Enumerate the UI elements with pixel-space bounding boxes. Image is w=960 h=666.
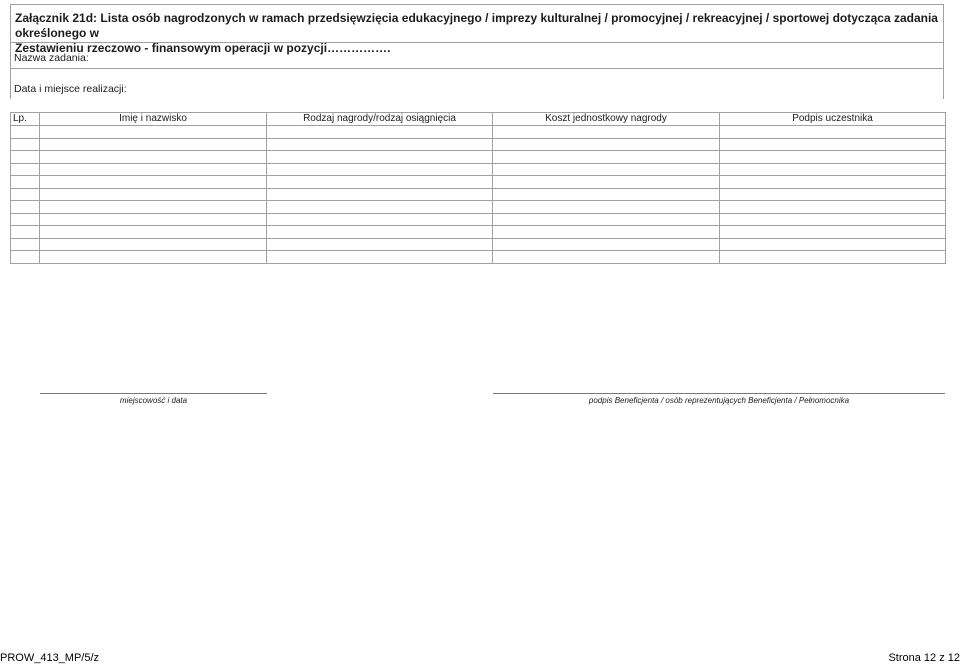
table-cell[interactable]	[267, 226, 493, 239]
table-row	[11, 213, 946, 226]
table-cell[interactable]	[267, 201, 493, 214]
table-cell[interactable]	[267, 238, 493, 251]
table-cell[interactable]	[11, 163, 40, 176]
table-header-row	[11, 113, 946, 126]
table-cell[interactable]	[493, 163, 720, 176]
column-header-signature: Podpis uczestnika	[720, 113, 946, 126]
table-row	[11, 138, 946, 151]
table-cell[interactable]	[720, 251, 946, 264]
table-body	[11, 126, 946, 264]
table-cell[interactable]	[11, 251, 40, 264]
table-cell[interactable]	[720, 126, 946, 139]
table-cell[interactable]	[11, 213, 40, 226]
awardees-table	[10, 112, 946, 264]
title-line-1: Załącznik 21d: Lista osób nagrodzonych w ramach przedsięwzięcia edukacyjnego / imprezy kulturalnej / promocyjnej / rekreacyjnej / sportowej dotycząca zadania określonego w	[15, 11, 938, 40]
table-cell[interactable]	[493, 213, 720, 226]
place-date-label: miejscowość i data	[119, 396, 188, 405]
table-cell[interactable]	[493, 251, 720, 264]
table-row	[11, 238, 946, 251]
table-cell[interactable]	[40, 163, 267, 176]
table-cell[interactable]	[40, 126, 267, 139]
table-cell[interactable]	[720, 176, 946, 189]
table-row	[11, 151, 946, 164]
task-name-label: Nazwa zadania:	[14, 52, 89, 64]
page-number: Strona 12 z 12	[888, 652, 960, 664]
title-line-2: Zestawieniu rzeczowo - finansowym operacji w pozycji…………….	[15, 41, 391, 55]
table-cell[interactable]	[720, 188, 946, 201]
table-cell[interactable]	[267, 176, 493, 189]
table-row	[11, 201, 946, 214]
task-name-field	[10, 42, 944, 68]
table-cell[interactable]	[40, 176, 267, 189]
table-cell[interactable]	[40, 201, 267, 214]
table-row	[11, 251, 946, 264]
table-row	[11, 126, 946, 139]
table-cell[interactable]	[11, 138, 40, 151]
table-cell[interactable]	[493, 151, 720, 164]
table-cell[interactable]	[720, 226, 946, 239]
table-cell[interactable]	[493, 188, 720, 201]
table-cell[interactable]	[40, 138, 267, 151]
place-date-line	[40, 393, 267, 394]
table-row	[11, 188, 946, 201]
table-cell[interactable]	[11, 151, 40, 164]
table-cell[interactable]	[267, 188, 493, 201]
table-cell[interactable]	[267, 126, 493, 139]
document-code: PROW_413_MP/5/z	[0, 652, 100, 664]
column-header-award-type: Rodzaj nagrody/rodzaj osiągnięcia	[267, 113, 493, 126]
table-row	[11, 226, 946, 239]
table-row	[11, 163, 946, 176]
document-title	[10, 4, 944, 55]
table-cell[interactable]	[493, 238, 720, 251]
table-cell[interactable]	[720, 163, 946, 176]
table-cell[interactable]	[40, 151, 267, 164]
table-cell[interactable]	[267, 213, 493, 226]
beneficiary-signature-line	[493, 393, 945, 394]
table-cell[interactable]	[40, 213, 267, 226]
column-header-name: Imię i nazwisko	[40, 113, 267, 126]
table-cell[interactable]	[493, 126, 720, 139]
table-cell[interactable]	[720, 213, 946, 226]
table-cell[interactable]	[40, 238, 267, 251]
table-cell[interactable]	[267, 151, 493, 164]
table-cell[interactable]	[720, 138, 946, 151]
table-cell[interactable]	[493, 226, 720, 239]
date-place-field	[10, 68, 944, 99]
column-header-unit-cost: Koszt jednostkowy nagrody	[493, 113, 720, 126]
table-cell[interactable]	[11, 201, 40, 214]
table-cell[interactable]	[40, 251, 267, 264]
table-cell[interactable]	[720, 201, 946, 214]
table-cell[interactable]	[720, 238, 946, 251]
table-cell[interactable]	[267, 251, 493, 264]
table-cell[interactable]	[11, 226, 40, 239]
table-cell[interactable]	[267, 163, 493, 176]
table-cell[interactable]	[11, 126, 40, 139]
table-cell[interactable]	[720, 151, 946, 164]
table-cell[interactable]	[11, 238, 40, 251]
beneficiary-signature-label: podpis Beneficjenta / osób reprezentujących Beneficjenta / Pełnomocnika	[588, 396, 850, 405]
table-cell[interactable]	[40, 188, 267, 201]
table-cell[interactable]	[40, 226, 267, 239]
table-cell[interactable]	[267, 138, 493, 151]
column-header-lp: Lp.	[11, 113, 40, 126]
table-row	[11, 176, 946, 189]
table-cell[interactable]	[11, 188, 40, 201]
date-place-label: Data i miejsce realizacji:	[14, 83, 127, 95]
table-cell[interactable]	[493, 176, 720, 189]
table-cell[interactable]	[493, 138, 720, 151]
table-cell[interactable]	[493, 201, 720, 214]
table-cell[interactable]	[11, 176, 40, 189]
